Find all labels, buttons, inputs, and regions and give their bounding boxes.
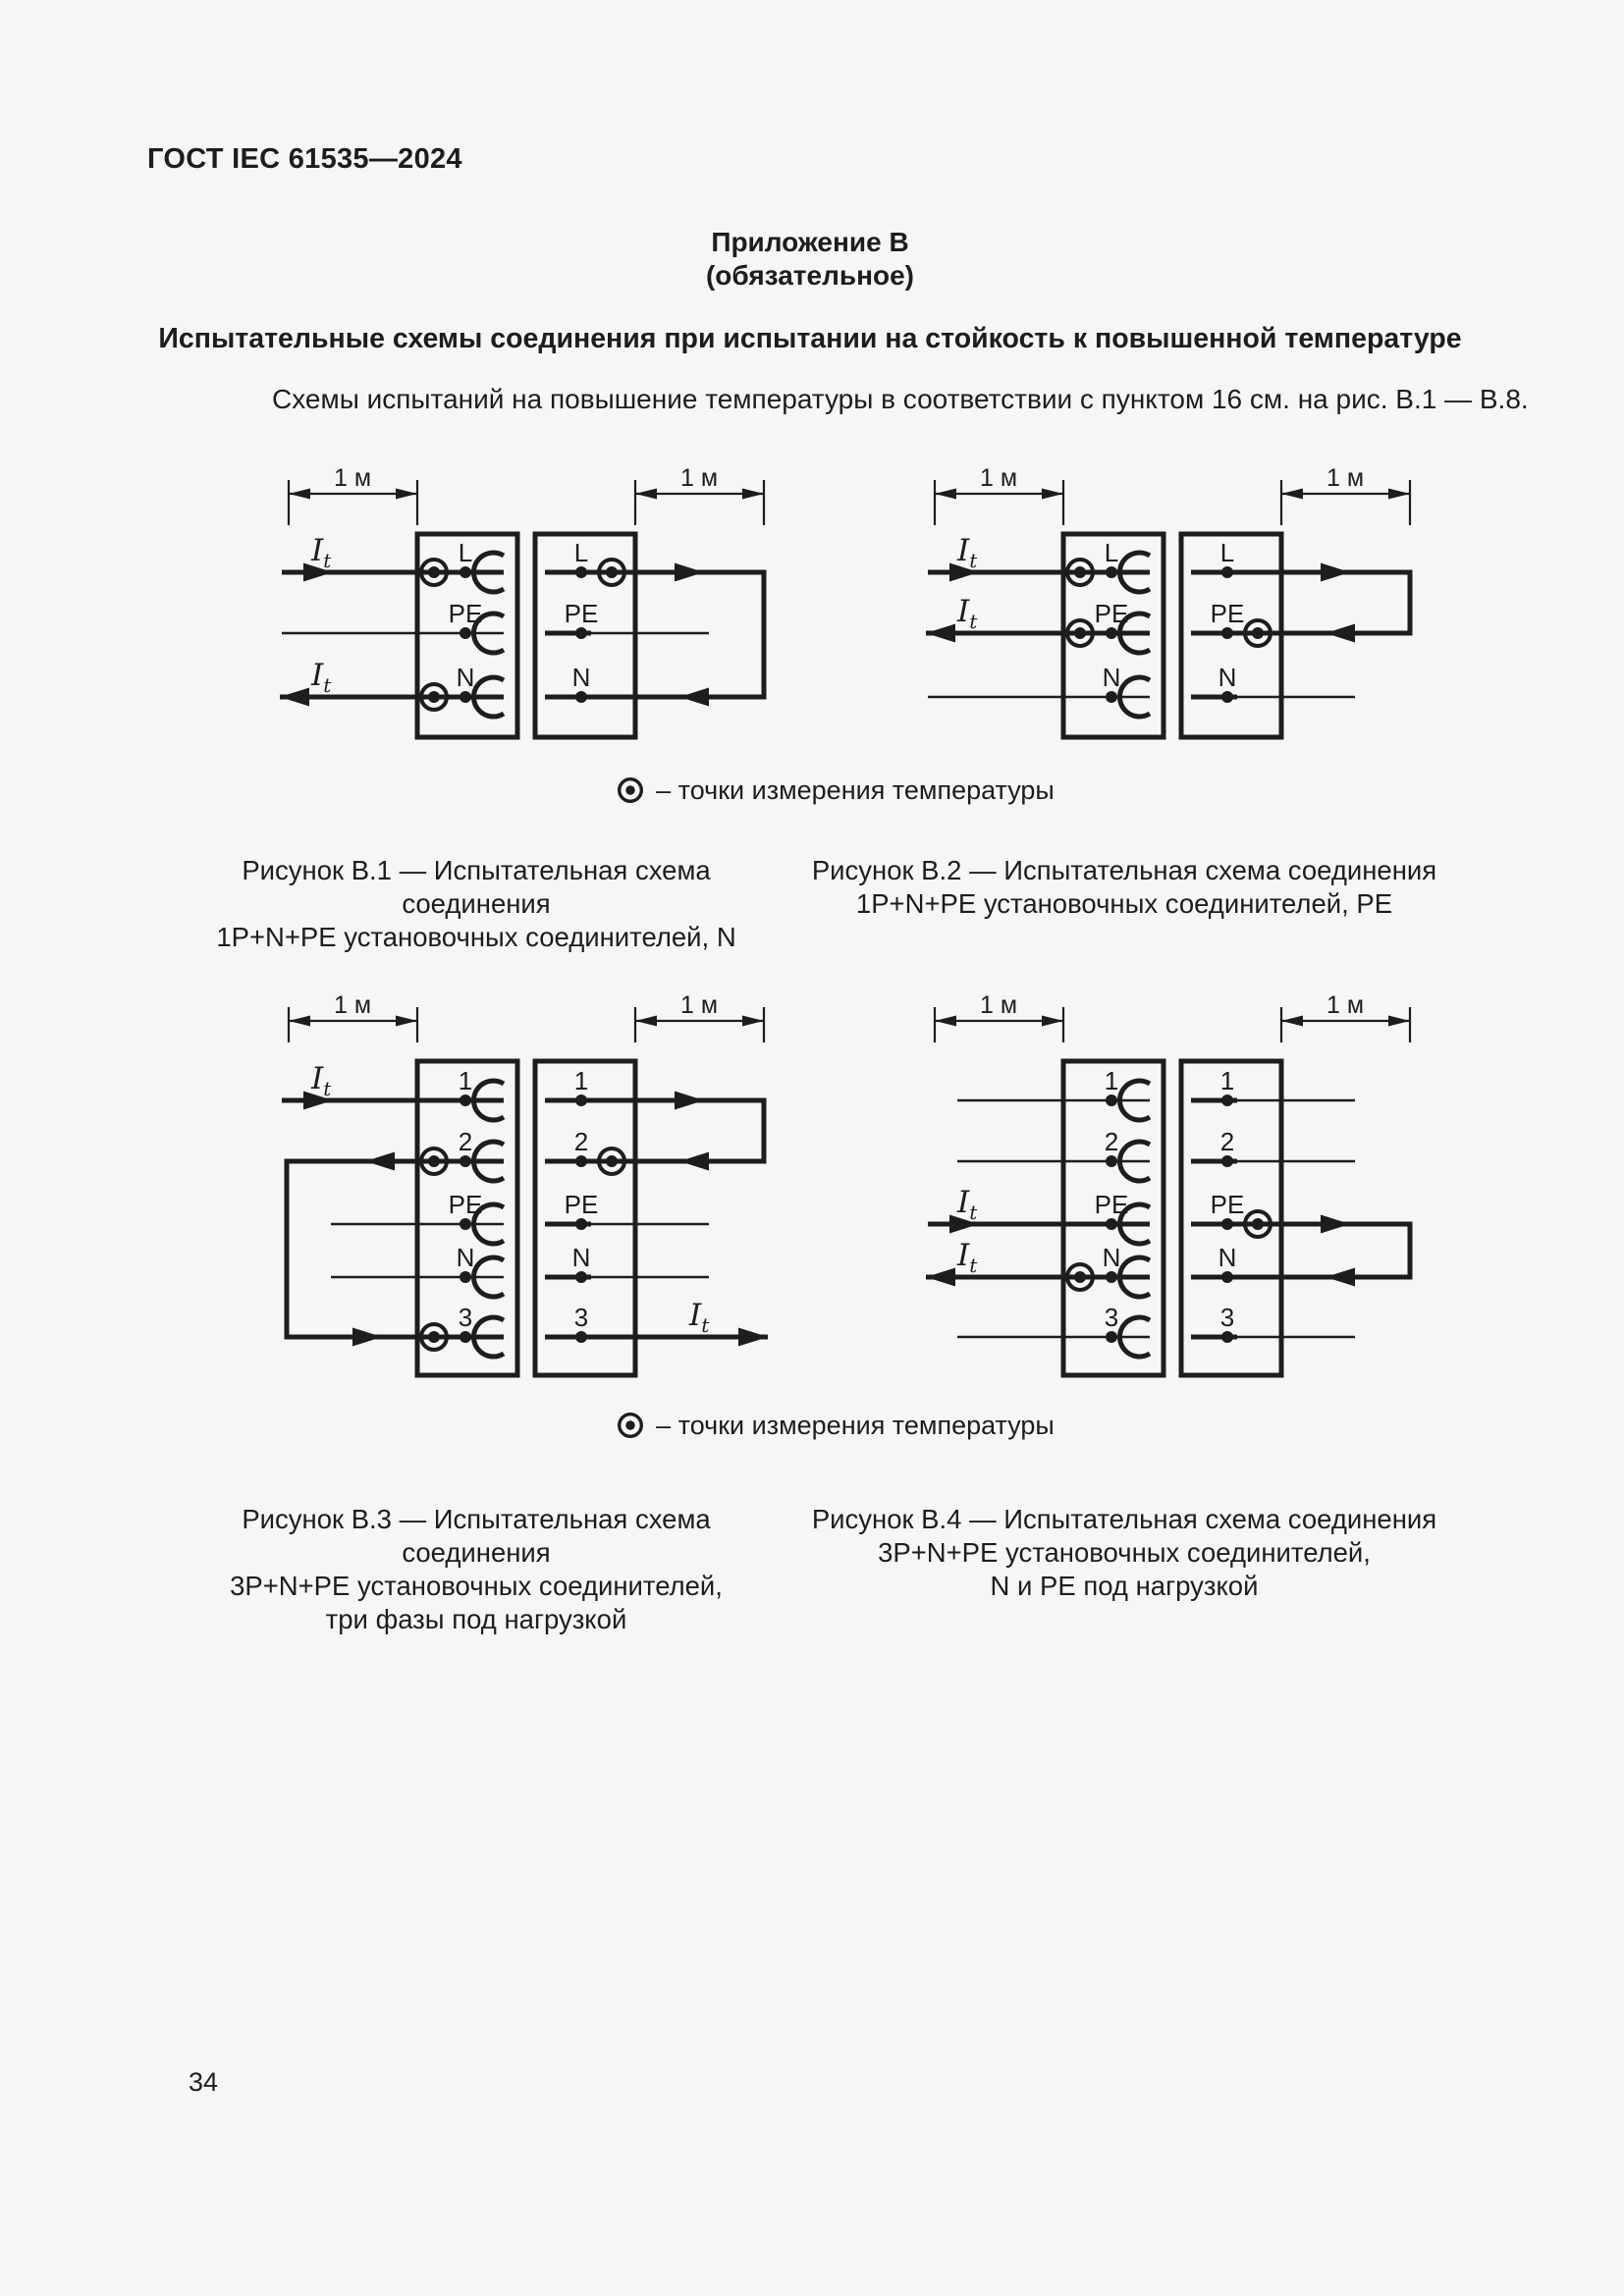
socket-connector bbox=[1063, 1061, 1164, 1375]
terminal-label-L: L bbox=[1219, 538, 1235, 567]
annex-title: Приложение В bbox=[711, 227, 909, 257]
terminal-label-2: 2 bbox=[1104, 1127, 1119, 1156]
section-heading: Испытательные схемы соединения при испытании на стойкость к повышенной температуре bbox=[158, 323, 1462, 354]
legend-measurement-points bbox=[245, 1410, 1424, 1448]
plug-connector bbox=[1181, 1061, 1410, 1375]
page-number: 34 bbox=[189, 2067, 219, 2097]
standard-code: ГОСТ IEC 61535—2024 bbox=[147, 143, 462, 175]
terminal-label-N: N bbox=[1218, 663, 1237, 692]
dimension-right bbox=[1281, 464, 1410, 525]
terminal-label-PE: PE bbox=[448, 599, 483, 628]
terminal-label-PE: PE bbox=[564, 1190, 599, 1219]
test-current-label: $I_t$ bbox=[311, 1061, 332, 1100]
test-current-label: $I_t$ bbox=[957, 533, 978, 572]
test-current-label: $I_t$ bbox=[311, 533, 332, 572]
terminal-label-1: 1 bbox=[573, 1066, 589, 1095]
measurement-point-icon bbox=[615, 1410, 646, 1448]
dimension-label: 1 м bbox=[679, 991, 719, 1019]
dimension-label: 1 м bbox=[1326, 991, 1365, 1019]
dimension-label: 1 м bbox=[333, 464, 372, 492]
test-current-label: $I_t$ bbox=[311, 658, 332, 697]
figure-b4-caption: Рисунок В.4 — Испытательная схема соединения 3P+N+PE установочных соединителей, N и PE под нагрузкой bbox=[811, 1504, 1437, 1601]
measurement-point-icon bbox=[615, 774, 646, 813]
socket-connector bbox=[417, 1061, 517, 1375]
dimension-left bbox=[935, 464, 1063, 525]
annex-subtitle: (обязательное) bbox=[705, 260, 914, 291]
dimension-label: 1 м bbox=[679, 464, 719, 492]
terminal-label-N: N bbox=[571, 1243, 591, 1272]
terminal-label-N: N bbox=[1218, 1243, 1237, 1272]
test-current-label: $I_t$ bbox=[957, 594, 978, 633]
terminal-label-N: N bbox=[571, 663, 591, 692]
terminal-label-PE: PE bbox=[564, 599, 599, 628]
figure-b1-diagram bbox=[272, 459, 783, 754]
terminal-label-PE: PE bbox=[1094, 599, 1129, 628]
dimension-left bbox=[289, 991, 417, 1042]
plug-connector bbox=[535, 534, 764, 737]
terminal-label-L: L bbox=[573, 538, 589, 567]
terminal-label-2: 2 bbox=[458, 1127, 473, 1156]
dimension-left bbox=[289, 464, 417, 525]
plug-connector bbox=[1181, 534, 1410, 737]
terminal-label-1: 1 bbox=[458, 1066, 473, 1095]
terminal-label-N: N bbox=[1102, 1243, 1121, 1272]
terminal-label-3: 3 bbox=[1219, 1303, 1235, 1332]
legend-text: – точки измерения температуры bbox=[656, 1411, 1055, 1440]
figure-b3-caption: Рисунок В.3 — Испытательная схема соединения 3P+N+PE установочных соединителей, три фазы под нагрузкой bbox=[230, 1504, 723, 1634]
terminal-label-3: 3 bbox=[458, 1303, 473, 1332]
terminal-label-2: 2 bbox=[1219, 1127, 1235, 1156]
socket-connector bbox=[417, 534, 517, 737]
figure-b2-caption: Рисунок В.2 — Испытательная схема соединения 1P+N+PE установочных соединителей, PE bbox=[811, 855, 1437, 919]
terminal-label-1: 1 bbox=[1104, 1066, 1119, 1095]
terminal-label-N: N bbox=[456, 1243, 475, 1272]
figure-b4-diagram bbox=[918, 989, 1429, 1382]
plug-connector bbox=[535, 1061, 768, 1375]
terminal-label-2: 2 bbox=[573, 1127, 589, 1156]
figure-b1-caption: Рисунок В.1 — Испытательная схема соединения 1P+N+PE установочных соединителей, N bbox=[216, 855, 736, 952]
legend-text: – точки измерения температуры bbox=[656, 775, 1055, 805]
test-current-label: $I_t$ bbox=[689, 1298, 710, 1337]
terminal-label-3: 3 bbox=[1104, 1303, 1119, 1332]
dimension-left bbox=[935, 991, 1063, 1042]
dimension-right bbox=[1281, 991, 1410, 1042]
dimension-label: 1 м bbox=[979, 464, 1018, 492]
terminal-label-PE: PE bbox=[1094, 1190, 1129, 1219]
figure-b2-diagram bbox=[918, 459, 1429, 754]
terminal-label-N: N bbox=[1102, 663, 1121, 692]
terminal-label-PE: PE bbox=[1210, 1190, 1245, 1219]
dimension-right bbox=[635, 464, 764, 525]
dimension-right bbox=[635, 991, 764, 1042]
figure-b3-diagram bbox=[272, 989, 783, 1382]
terminal-label-1: 1 bbox=[1219, 1066, 1235, 1095]
terminal-label-PE: PE bbox=[448, 1190, 483, 1219]
terminal-label-L: L bbox=[458, 538, 473, 567]
dimension-label: 1 м bbox=[979, 991, 1018, 1019]
legend-measurement-points bbox=[245, 774, 1424, 813]
test-current-label: $I_t$ bbox=[957, 1238, 978, 1277]
dimension-label: 1 м bbox=[1326, 464, 1365, 492]
dimension-label: 1 м bbox=[333, 991, 372, 1019]
terminal-label-3: 3 bbox=[573, 1303, 589, 1332]
intro-paragraph: Схемы испытаний на повышение температуры в соответствии с пунктом 16 см. на рис. В.1 — В.8. bbox=[272, 384, 1529, 414]
terminal-label-PE: PE bbox=[1210, 599, 1245, 628]
terminal-label-N: N bbox=[456, 663, 475, 692]
terminal-label-L: L bbox=[1104, 538, 1119, 567]
test-current-label: $I_t$ bbox=[957, 1185, 978, 1224]
